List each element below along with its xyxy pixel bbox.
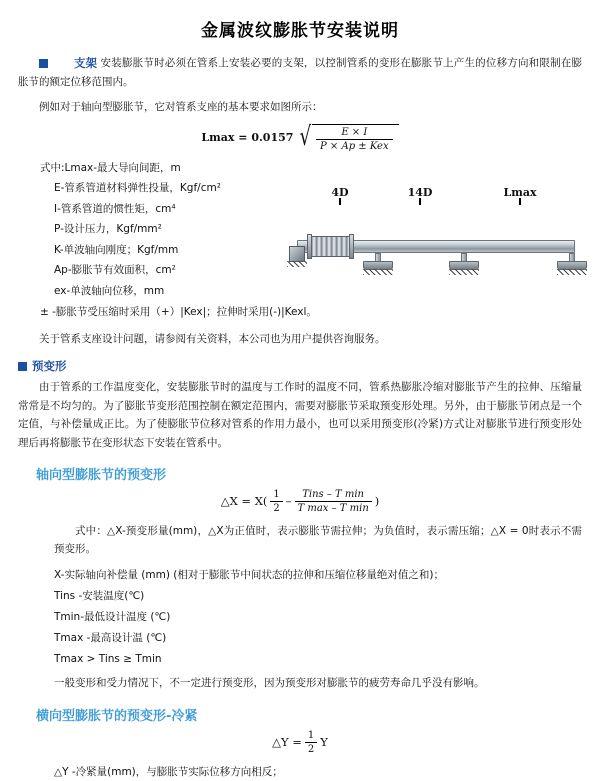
legend-item-1: E-管系管道材料弹性投量，Kgf/cm²	[54, 182, 221, 195]
guide-support-3	[557, 253, 587, 271]
bracket-paragraph-1-text: 安装膨胀节时必须在管系上安装必要的支架，以控制管系的变形在膨胀节上产生的位移方向和限制在膨胀节的额定位移范围内。	[18, 57, 582, 89]
legend-item-6: ex-单波轴向位移，mm	[54, 284, 165, 297]
bracket-paragraph-3: 关于管系支座设计问题，请参阅有关资料，本公司也为用户提供咨询服务。	[39, 333, 386, 346]
dimension-4d: 4D	[331, 186, 349, 199]
pipe-assembly	[289, 216, 582, 294]
section-heading-predeform	[18, 358, 582, 374]
axial-item-3: Tmax -最高设计温 (℃)	[54, 631, 167, 644]
blue-square-icon-2	[18, 362, 27, 371]
dimension-lmax: Lmax	[503, 186, 537, 199]
legend-item-5: Ap-膨胀节有效面积，cm²	[54, 264, 176, 277]
lateral-equation	[18, 730, 582, 755]
axial-eq-ratio: $\frac{\text{Tins – T min}}{\text{T max – T min}}$	[295, 489, 372, 514]
lmax-formula-lead: Lmax = 0.0157	[201, 131, 294, 145]
legend-item-2: I-管系管道的惯性矩，cm⁴	[54, 202, 176, 215]
axial-note-1: 式中：△X-预变形量(mm)，△X为正值时，表示膨胀节需拉伸；为负值时，表示需压缩；△X = 0时表示不需预变形。	[54, 524, 582, 556]
predeform-paragraph-1: 由于管系的工作温度变化，安装膨胀节时的温度与工作时的温度不同，管系热膨胀冷缩对膨胀节产生的拉伸、压缩量常常是不均匀的。为了膨胀节变形范围控制在额定范围内，需要对膨胀节采取预变形处理。另外，由于膨胀节闭点是一个定值，与补偿量成正比。为了使膨胀节位移对管系的作用力最小，也可以采用预变形(冷紧)方式让对膨胀节进行预变形处理后再将膨胀节在变形状态下安装在管系中。	[18, 381, 582, 449]
formula-denominator: P × Ap ± Kex	[320, 140, 389, 152]
bellows-expansion-joint	[311, 236, 351, 257]
axial-equation	[18, 489, 582, 514]
guide-support-1	[363, 253, 393, 271]
lmax-legend	[40, 158, 290, 301]
bellows-flange-right	[349, 234, 354, 259]
axial-item-list	[54, 565, 582, 670]
lateral-eq-half: $\frac{1}{2}$	[305, 730, 317, 755]
axial-item-1: Tins -安装温度(℃)	[54, 589, 145, 602]
lateral-note: △Y -冷紧量(mm)，与膨胀节实际位移方向相反；	[54, 765, 283, 778]
axial-item-4: Tmax > Tins ≥ Tmin	[54, 652, 162, 665]
axial-item-0: X-实际轴向补偿量 (mm) (相对于膨胀节中间状态的拉伸和压缩位移量绝对值之和)；	[54, 568, 444, 581]
section-heading-predeform-label: 预变形	[32, 359, 67, 374]
legend-item-3: P-设计压力，Kgf/mm²	[54, 223, 162, 236]
axial-eq-half: $\frac{1}{2}$	[270, 489, 282, 514]
legend-item-0: 式中:Lmax-最大导向间距，m	[40, 161, 181, 174]
axial-eq-lhs: △X = X(	[220, 494, 268, 509]
axial-note-2: 一般变形和受力情况下，不一定进行预变形，因为预变形对膨胀节的疲劳寿命几乎没有影响。	[54, 676, 485, 689]
diagram-dimension-row	[289, 186, 582, 212]
anchor-fixed-left	[289, 246, 305, 272]
axial-eq-minus: –	[285, 494, 292, 509]
pipe-support-diagram	[289, 186, 582, 298]
guide-support-2	[449, 253, 479, 271]
bracket-paragraph-1	[18, 53, 582, 92]
page-title: 金属波纹膨胀节安装说明	[201, 21, 399, 41]
legend-item-4: K-单波轴向刚度；Kgf/mm	[54, 243, 179, 256]
section-heading-bracket: 支架	[39, 53, 97, 73]
axial-eq-rhs: )	[374, 494, 380, 509]
sqrt-group	[297, 121, 398, 152]
formula-numerator: E × I	[316, 127, 393, 140]
sub-heading-axial: 轴向型膨胀节的预变形	[36, 467, 167, 483]
lateral-eq-rhs: Y	[320, 735, 328, 750]
axial-item-2: Tmin-最低设计温度 (℃)	[54, 610, 171, 623]
radical-icon: √	[299, 121, 312, 152]
dimension-14d: 14D	[407, 186, 433, 199]
bellows-flange-left	[307, 234, 312, 259]
blue-square-icon	[39, 59, 48, 68]
lmax-formula	[18, 121, 582, 152]
bracket-paragraph-2: 例如对于轴向型膨胀节，它对管系支座的基本要求如图所示：	[39, 100, 323, 113]
sub-heading-lateral: 横向型膨胀节的预变形-冷紧	[36, 708, 198, 724]
lateral-eq-lhs: △Y =	[272, 735, 302, 750]
legend-item-7: ± -膨胀节受压缩时采用（+）|Kex|；拉伸时采用(-)|Kexl。	[40, 306, 317, 319]
